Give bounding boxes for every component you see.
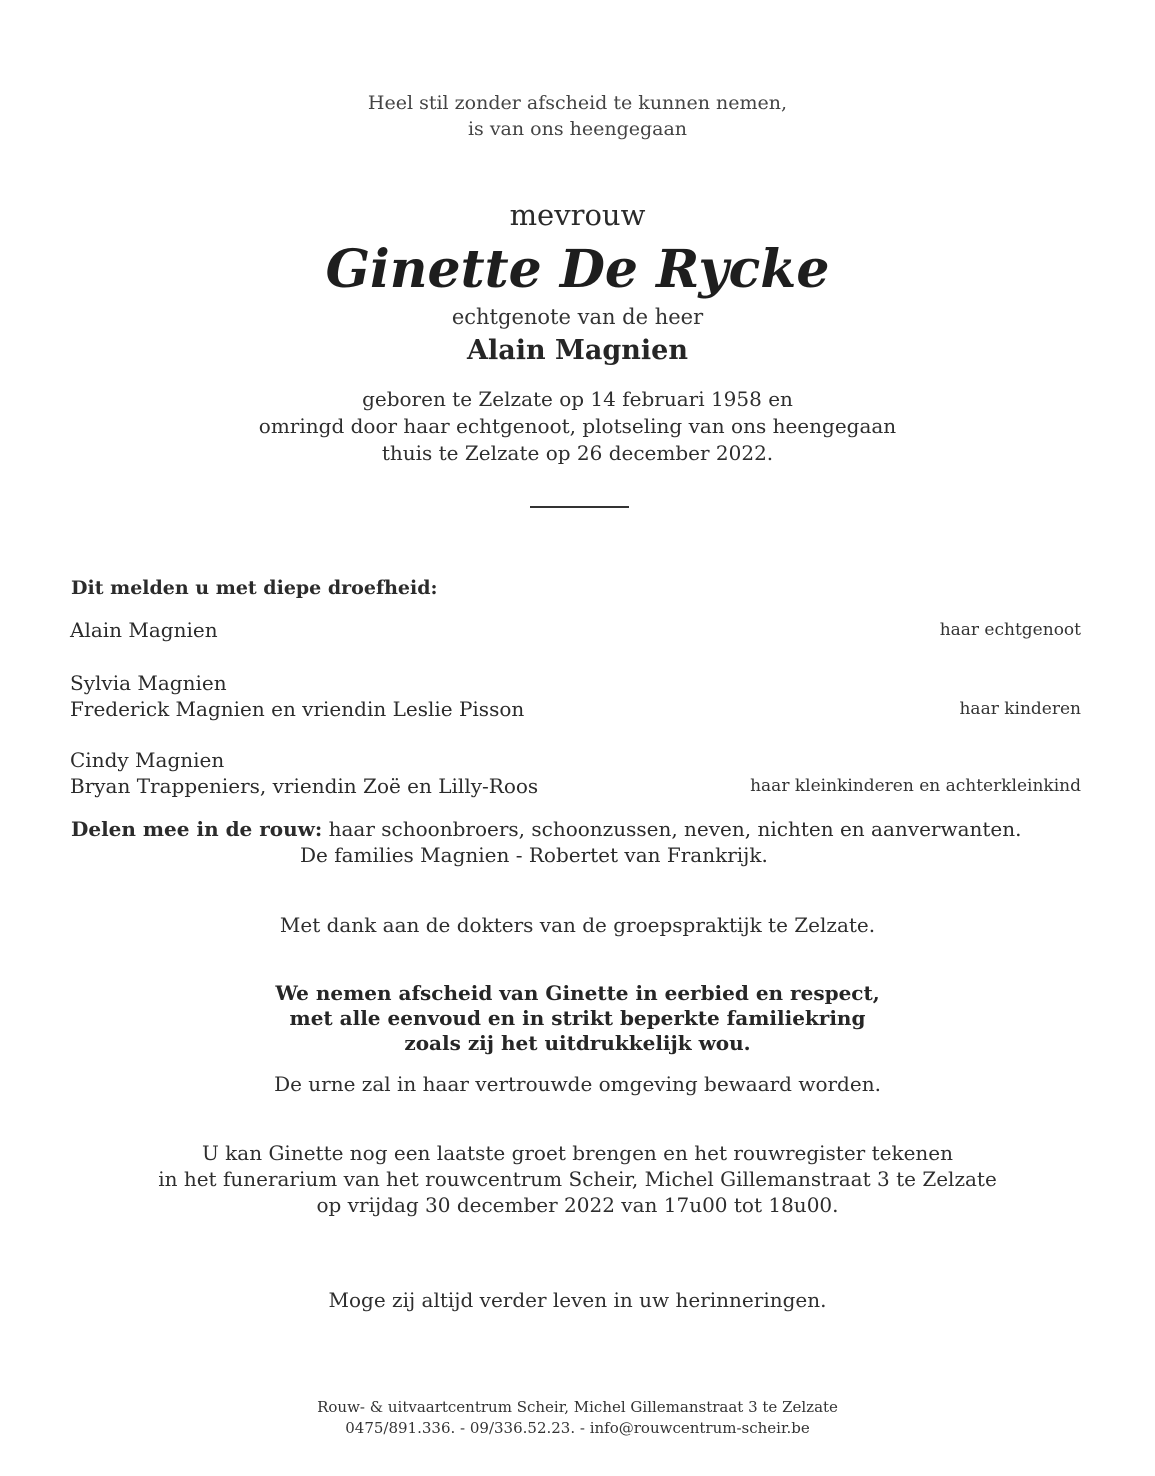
spouse-relation: echtgenote van de heer: [451, 305, 704, 329]
relation-label: haar echtgenoot: [939, 620, 1081, 640]
footer-line: Rouw- & uitvaartcentrum Scheir, Michel Gillemanstraat 3 te Zelzate: [317, 1398, 838, 1416]
family-member: Alain Magnien: [70, 618, 218, 642]
farewell-line: met alle eenvoud en in strikt beperkte familiekring: [289, 1006, 866, 1030]
share-mourning: [71, 816, 1071, 868]
family-member: Sylvia Magnien: [70, 671, 227, 695]
farewell-line: zoals zij het uitdrukkelijk wou.: [404, 1031, 751, 1055]
closing-text: Moge zij altijd verder leven in uw herinneringen.: [328, 1288, 827, 1312]
farewell-text: [0, 981, 1155, 1056]
intro-line: is van ons heengegaan: [467, 118, 688, 140]
family-member: Cindy Magnien: [70, 748, 225, 772]
visit-info: [0, 1140, 1155, 1218]
thanks-text: Met dank aan de dokters van de groepspraktijk te Zelzate.: [279, 913, 876, 937]
family-member: Bryan Trappeniers, vriendin Zoë en Lilly-Roos: [70, 774, 539, 798]
relation-label: haar kinderen: [959, 699, 1081, 719]
urn-text: De urne zal in haar vertrouwde omgeving bewaard worden.: [274, 1072, 881, 1096]
deceased-name: Ginette De Rycke: [325, 239, 830, 300]
intro-line: Heel stil zonder afscheid te kunnen nemen,: [367, 92, 788, 114]
birth-death-details: [0, 386, 1155, 467]
farewell-line: We nemen afscheid van Ginette in eerbied en respect,: [275, 981, 880, 1005]
family-group: [70, 747, 1085, 799]
mourning-line: haar schoonbroers, schoonzussen, neven, nichten en aanverwanten.: [328, 817, 1022, 841]
details-line: omringd door haar echtgenoot, plotseling van ons heengegaan: [258, 414, 897, 438]
footer: [0, 1397, 1155, 1439]
mourning-label: Delen mee in de rouw:: [71, 817, 323, 841]
visit-line: U kan Ginette nog een laatste groet brengen en het rouwregister tekenen: [201, 1141, 954, 1165]
title-prefix: mevrouw: [509, 198, 646, 232]
visit-line: in het funerarium van het rouwcentrum Scheir, Michel Gillemanstraat 3 te Zelzate: [158, 1167, 997, 1191]
family-group: [70, 670, 1085, 722]
spouse-name: Alain Magnien: [467, 335, 688, 366]
details-line: thuis te Zelzate op 26 december 2022.: [381, 441, 774, 465]
family-member: Frederick Magnien en vriendin Leslie Pisson: [70, 697, 525, 721]
details-line: geboren te Zelzate op 14 februari 1958 en: [362, 387, 793, 411]
relation-label: haar kleinkinderen en achterkleinkind: [750, 776, 1081, 796]
divider-line: [530, 506, 629, 508]
visit-line: op vrijdag 30 december 2022 van 17u00 tot 18u00.: [316, 1193, 839, 1217]
mourning-line: De families Magnien - Robertet van Frankrijk.: [300, 843, 768, 867]
intro-text: [0, 90, 1155, 142]
family-group: [70, 617, 1085, 643]
footer-line: 0475/891.336. - 09/336.52.23. - info@rouwcentrum-scheir.be: [345, 1419, 810, 1437]
announcement-heading: Dit melden u met diepe droefheid:: [71, 577, 438, 599]
